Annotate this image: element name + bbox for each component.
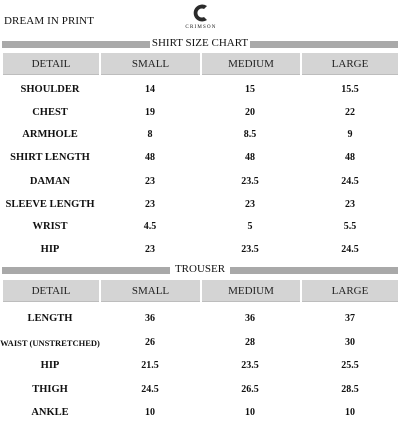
trouser-cell-medium: 28: [245, 337, 255, 348]
shirt-cell-large: 9: [347, 129, 353, 140]
table-row: [0, 82, 400, 98]
shirt-cell-small: 14: [145, 84, 155, 95]
shirt-cell-large: 48: [345, 152, 355, 163]
shirt-section-title: SHIRT SIZE CHART: [151, 37, 249, 49]
table-row: [0, 197, 400, 213]
table-row: [0, 335, 400, 351]
shirt-header-medium: MEDIUM: [202, 53, 300, 75]
shirt-cell-large: 5.5: [343, 221, 357, 232]
shirt-cell-small: 23: [145, 244, 155, 255]
shirt-cell-large: 24.5: [341, 176, 359, 187]
trouser-cell-medium: 23.5: [241, 360, 259, 371]
shirt-cell-detail: ARMHOLE: [22, 129, 78, 140]
shirt-cell-detail: HIP: [40, 244, 60, 255]
shirt-cell-large: 23: [345, 199, 355, 210]
trouser-cell-large: 10: [345, 407, 355, 418]
trouser-cell-large: 28.5: [341, 384, 359, 395]
table-row: [0, 311, 400, 327]
trouser-cell-detail: ANKLE: [31, 407, 69, 418]
table-row: [0, 405, 400, 421]
trouser-cell-small: 26: [145, 337, 155, 348]
shirt-cell-detail: CHEST: [32, 107, 68, 118]
shirt-cell-medium: 15: [245, 84, 255, 95]
trouser-section-bar: [2, 265, 398, 275]
table-row: [0, 105, 400, 121]
trouser-cell-large: 37: [345, 313, 355, 324]
shirt-cell-detail: SLEEVE LENGTH: [5, 199, 95, 210]
table-row: [0, 174, 400, 190]
table-row: [0, 127, 400, 143]
shirt-cell-small: 19: [145, 107, 155, 118]
trouser-cell-large: 30: [345, 337, 355, 348]
shirt-cell-medium: 5: [247, 221, 253, 232]
trouser-cell-medium: 36: [245, 313, 255, 324]
shirt-cell-small: 48: [145, 152, 155, 163]
logo-word: CRIMSON: [185, 25, 217, 30]
trouser-header-small: SMALL: [101, 280, 200, 302]
table-row: [0, 382, 400, 398]
table-row: [0, 358, 400, 374]
shirt-cell-medium: 23: [245, 199, 255, 210]
crimson-logo: [183, 2, 219, 36]
shirt-cell-medium: 8.5: [243, 129, 257, 140]
table-row: [0, 219, 400, 235]
trouser-cell-detail: HIP: [40, 360, 60, 371]
shirt-cell-medium: 48: [245, 152, 255, 163]
trouser-cell-small: 10: [145, 407, 155, 418]
trouser-cell-large: 25.5: [341, 360, 359, 371]
shirt-cell-small: 23: [145, 176, 155, 187]
shirt-cell-large: 24.5: [341, 244, 359, 255]
trouser-header-detail: DETAIL: [3, 280, 99, 302]
crimson-logo-icon: [191, 2, 211, 24]
shirt-cell-large: 22: [345, 107, 355, 118]
shirt-header-row: [0, 53, 400, 75]
trouser-section-title: TROUSER: [174, 263, 226, 275]
shirt-cell-small: 8: [147, 129, 153, 140]
shirt-section-bar: [2, 39, 398, 49]
table-row: [0, 150, 400, 166]
trouser-header-large: LARGE: [302, 280, 398, 302]
trouser-cell-medium: 10: [245, 407, 255, 418]
shirt-cell-medium: 23.5: [241, 176, 259, 187]
trouser-cell-small: 21.5: [141, 360, 159, 371]
trouser-header-medium: MEDIUM: [202, 280, 300, 302]
table-row: [0, 242, 400, 258]
shirt-cell-detail: WRIST: [32, 221, 68, 232]
shirt-header-small: SMALL: [101, 53, 200, 75]
shirt-cell-detail: SHOULDER: [20, 84, 80, 95]
trouser-cell-detail: LENGTH: [27, 313, 73, 324]
shirt-header-large: LARGE: [302, 53, 398, 75]
trouser-header-row: [0, 280, 400, 302]
trouser-cell-detail: WAIST (UNSTRETCHED): [0, 338, 100, 348]
shirt-cell-small: 4.5: [143, 221, 157, 232]
trouser-cell-small: 36: [145, 313, 155, 324]
brand-line: DREAM IN PRINT: [4, 15, 95, 27]
shirt-cell-detail: DAMAN: [29, 176, 71, 187]
shirt-cell-detail: SHIRT LENGTH: [10, 152, 90, 163]
shirt-header-detail: DETAIL: [3, 53, 99, 75]
shirt-cell-large: 15.5: [341, 84, 359, 95]
trouser-cell-detail: THIGH: [32, 384, 68, 395]
trouser-cell-medium: 26.5: [241, 384, 259, 395]
shirt-cell-medium: 20: [245, 107, 255, 118]
shirt-cell-small: 23: [145, 199, 155, 210]
trouser-cell-small: 24.5: [141, 384, 159, 395]
shirt-cell-medium: 23.5: [241, 244, 259, 255]
